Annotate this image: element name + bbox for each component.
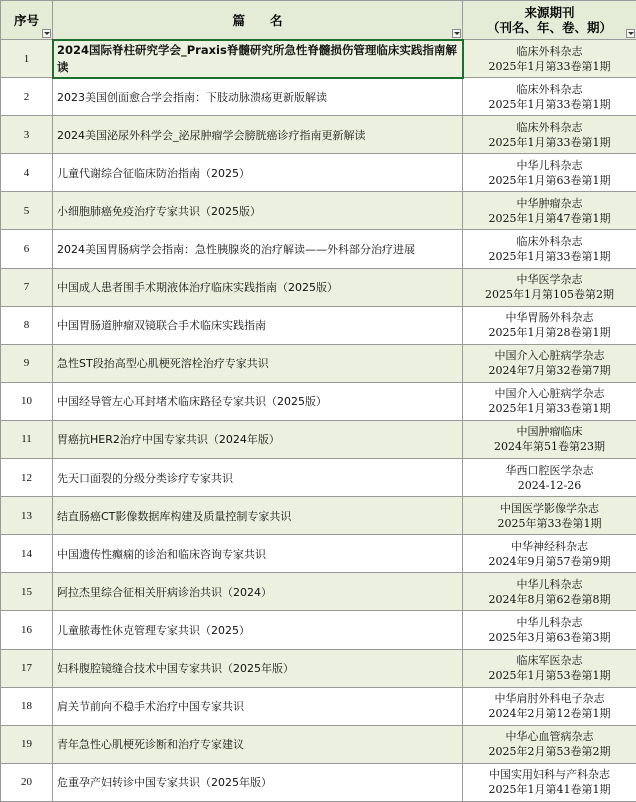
journal-name: 临床外科杂志 bbox=[463, 44, 636, 59]
journal-name: 临床外科杂志 bbox=[463, 82, 636, 97]
row-number-cell[interactable]: 4 bbox=[1, 154, 53, 192]
source-cell[interactable] bbox=[463, 116, 636, 154]
table-row bbox=[1, 459, 636, 497]
source-cell[interactable] bbox=[463, 687, 636, 725]
journal-issue: 2025年2月第53卷第2期 bbox=[463, 744, 636, 759]
table-row bbox=[1, 154, 636, 192]
table-row bbox=[1, 535, 636, 573]
title-cell[interactable]: 先天口面裂的分级分类诊疗专家共识 bbox=[53, 459, 463, 497]
source-cell[interactable] bbox=[463, 154, 636, 192]
row-number-cell[interactable]: 12 bbox=[1, 459, 53, 497]
source-cell[interactable] bbox=[463, 611, 636, 649]
journal-issue: 2025年1月第33卷第1期 bbox=[463, 135, 636, 150]
table-row bbox=[1, 611, 636, 649]
journal-name: 中国医学影像学杂志 bbox=[463, 501, 636, 516]
row-number-cell[interactable]: 11 bbox=[1, 420, 53, 458]
row-number-cell[interactable]: 3 bbox=[1, 116, 53, 154]
source-cell[interactable] bbox=[463, 649, 636, 687]
table-row bbox=[1, 344, 636, 382]
journal-issue: 2024年2月第12卷第1期 bbox=[463, 706, 636, 721]
source-cell[interactable] bbox=[463, 573, 636, 611]
journal-issue: 2025年1月第41卷第1期 bbox=[463, 782, 636, 797]
title-cell[interactable]: 中国遗传性癫痫的诊治和临床咨询专家共识 bbox=[53, 535, 463, 573]
title-cell[interactable]: 中国经导管左心耳封堵术临床路径专家共识（2025版） bbox=[53, 382, 463, 420]
row-number-cell[interactable]: 9 bbox=[1, 344, 53, 382]
header-source-line2: （刊名、年、卷、期） bbox=[463, 20, 636, 35]
row-number-cell[interactable]: 13 bbox=[1, 497, 53, 535]
row-number-cell[interactable]: 14 bbox=[1, 535, 53, 573]
header-row bbox=[1, 1, 636, 40]
title-cell[interactable]: 急性ST段抬高型心肌梗死溶栓治疗专家共识 bbox=[53, 344, 463, 382]
journal-issue: 2025年第33卷第1期 bbox=[463, 516, 636, 531]
journal-name: 华西口腔医学杂志 bbox=[463, 463, 636, 478]
header-source-line1: 来源期刊 bbox=[463, 5, 636, 20]
source-cell[interactable] bbox=[463, 192, 636, 230]
journal-issue: 2025年1月第105卷第2期 bbox=[463, 287, 636, 302]
journal-issue: 2024年8月第62卷第8期 bbox=[463, 592, 636, 607]
journal-issue: 2024年第51卷第23期 bbox=[463, 439, 636, 454]
journal-name: 中华儿科杂志 bbox=[463, 615, 636, 630]
header-title-label: 篇 名 bbox=[53, 13, 462, 28]
header-seq-label: 序号 bbox=[1, 13, 52, 28]
row-number-cell[interactable]: 1 bbox=[1, 40, 53, 78]
journal-name: 中华肿瘤杂志 bbox=[463, 196, 636, 211]
source-cell[interactable] bbox=[463, 78, 636, 116]
journal-name: 中国肿瘤临床 bbox=[463, 424, 636, 439]
journal-name: 中华神经科杂志 bbox=[463, 539, 636, 554]
table-row bbox=[1, 725, 636, 763]
source-cell[interactable] bbox=[463, 382, 636, 420]
row-number-cell[interactable]: 20 bbox=[1, 763, 53, 801]
header-source bbox=[463, 1, 636, 40]
header-title bbox=[53, 1, 463, 40]
journal-name: 中华胃肠外科杂志 bbox=[463, 310, 636, 325]
title-cell[interactable]: 肩关节前向不稳手术治疗中国专家共识 bbox=[53, 687, 463, 725]
journal-issue: 2024年7月第32卷第7期 bbox=[463, 363, 636, 378]
source-cell[interactable] bbox=[463, 497, 636, 535]
source-cell[interactable] bbox=[463, 40, 636, 78]
title-cell[interactable]: 2023美国创面愈合学会指南：下肢动脉溃疡更新版解读 bbox=[53, 78, 463, 116]
table-row bbox=[1, 192, 636, 230]
filter-dropdown-icon[interactable] bbox=[626, 29, 635, 38]
journal-name: 中华儿科杂志 bbox=[463, 577, 636, 592]
source-cell[interactable] bbox=[463, 725, 636, 763]
title-cell[interactable]: 阿拉杰里综合征相关肝病诊治共识（2024） bbox=[53, 573, 463, 611]
table-row bbox=[1, 306, 636, 344]
journal-name: 临床军医杂志 bbox=[463, 653, 636, 668]
row-number-cell[interactable]: 18 bbox=[1, 687, 53, 725]
title-cell[interactable]: 危重孕产妇转诊中国专家共识（2025年版） bbox=[53, 763, 463, 801]
table-row bbox=[1, 497, 636, 535]
journal-issue: 2025年1月第33卷第1期 bbox=[463, 401, 636, 416]
title-cell[interactable]: 2024美国泌尿外科学会_泌尿肿瘤学会膀胱癌诊疗指南更新解读 bbox=[53, 116, 463, 154]
source-cell[interactable] bbox=[463, 230, 636, 268]
table-row bbox=[1, 649, 636, 687]
journal-issue: 2025年1月第33卷第1期 bbox=[463, 59, 636, 74]
header-seq bbox=[1, 1, 53, 40]
table-row bbox=[1, 382, 636, 420]
journal-issue: 2025年1月第63卷第1期 bbox=[463, 173, 636, 188]
title-cell[interactable]: 胃癌抗HER2治疗中国专家共识（2024年版） bbox=[53, 420, 463, 458]
source-cell[interactable] bbox=[463, 420, 636, 458]
title-cell[interactable]: 2024美国胃肠病学会指南：急性胰腺炎的治疗解读——外科部分治疗进展 bbox=[53, 230, 463, 268]
source-cell[interactable] bbox=[463, 763, 636, 801]
table-row bbox=[1, 40, 636, 78]
journal-issue: 2025年1月第33卷第1期 bbox=[463, 97, 636, 112]
journal-name: 中国实用妇科与产科杂志 bbox=[463, 767, 636, 782]
source-cell[interactable] bbox=[463, 306, 636, 344]
source-cell[interactable] bbox=[463, 459, 636, 497]
journal-name: 中国介入心脏病学杂志 bbox=[463, 348, 636, 363]
table-row bbox=[1, 573, 636, 611]
journal-issue: 2025年1月第28卷第1期 bbox=[463, 325, 636, 340]
title-cell[interactable]: 妇科腹腔镜缝合技术中国专家共识（2025年版） bbox=[53, 649, 463, 687]
journal-issue: 2025年1月第47卷第1期 bbox=[463, 211, 636, 226]
table-row bbox=[1, 763, 636, 801]
row-number-cell[interactable]: 2 bbox=[1, 78, 53, 116]
row-number-cell[interactable]: 10 bbox=[1, 382, 53, 420]
journal-name: 中华肩肘外科电子杂志 bbox=[463, 691, 636, 706]
source-cell[interactable] bbox=[463, 344, 636, 382]
title-cell[interactable]: 小细胞肺癌免疫治疗专家共识（2025版） bbox=[53, 192, 463, 230]
row-number-cell[interactable]: 7 bbox=[1, 268, 53, 306]
table-row bbox=[1, 268, 636, 306]
row-number-cell[interactable]: 19 bbox=[1, 725, 53, 763]
title-cell[interactable]: 2024国际脊柱研究学会_Praxis脊髓研究所急性脊髓损伤管理临床实践指南解读 bbox=[53, 40, 463, 78]
title-cell[interactable]: 儿童代谢综合征临床防治指南（2025） bbox=[53, 154, 463, 192]
journal-name: 中华儿科杂志 bbox=[463, 158, 636, 173]
row-number-cell[interactable]: 17 bbox=[1, 649, 53, 687]
journal-name: 中华医学杂志 bbox=[463, 272, 636, 287]
filter-dropdown-icon[interactable] bbox=[452, 29, 461, 38]
table-row bbox=[1, 116, 636, 154]
journal-name: 中华心血管病杂志 bbox=[463, 729, 636, 744]
journal-name: 临床外科杂志 bbox=[463, 120, 636, 135]
row-number-cell[interactable]: 15 bbox=[1, 573, 53, 611]
title-cell[interactable]: 儿童脓毒性休克管理专家共识（2025） bbox=[53, 611, 463, 649]
table-row bbox=[1, 230, 636, 268]
row-number-cell[interactable]: 6 bbox=[1, 230, 53, 268]
journal-issue: 2024-12-26 bbox=[463, 478, 636, 493]
table-row bbox=[1, 78, 636, 116]
journal-issue: 2025年1月第53卷第1期 bbox=[463, 668, 636, 683]
journal-issue: 2025年3月第63卷第3期 bbox=[463, 630, 636, 645]
table-row bbox=[1, 420, 636, 458]
title-cell[interactable]: 中国成人患者围手术期液体治疗临床实践指南（2025版） bbox=[53, 268, 463, 306]
source-cell[interactable] bbox=[463, 535, 636, 573]
row-number-cell[interactable]: 5 bbox=[1, 192, 53, 230]
source-cell[interactable] bbox=[463, 268, 636, 306]
journal-issue: 2025年1月第33卷第1期 bbox=[463, 249, 636, 264]
title-cell[interactable]: 结直肠癌CT影像数据库构建及质量控制专家共识 bbox=[53, 497, 463, 535]
row-number-cell[interactable]: 16 bbox=[1, 611, 53, 649]
title-cell[interactable]: 青年急性心肌梗死诊断和治疗专家建议 bbox=[53, 725, 463, 763]
journal-issue: 2024年9月第57卷第9期 bbox=[463, 554, 636, 569]
table-row bbox=[1, 687, 636, 725]
filter-dropdown-icon[interactable] bbox=[42, 29, 51, 38]
title-cell[interactable]: 中国胃肠道肿瘤双镜联合手术临床实践指南 bbox=[53, 306, 463, 344]
journal-name: 临床外科杂志 bbox=[463, 234, 636, 249]
row-number-cell[interactable]: 8 bbox=[1, 306, 53, 344]
journal-name: 中国介入心脏病学杂志 bbox=[463, 386, 636, 401]
